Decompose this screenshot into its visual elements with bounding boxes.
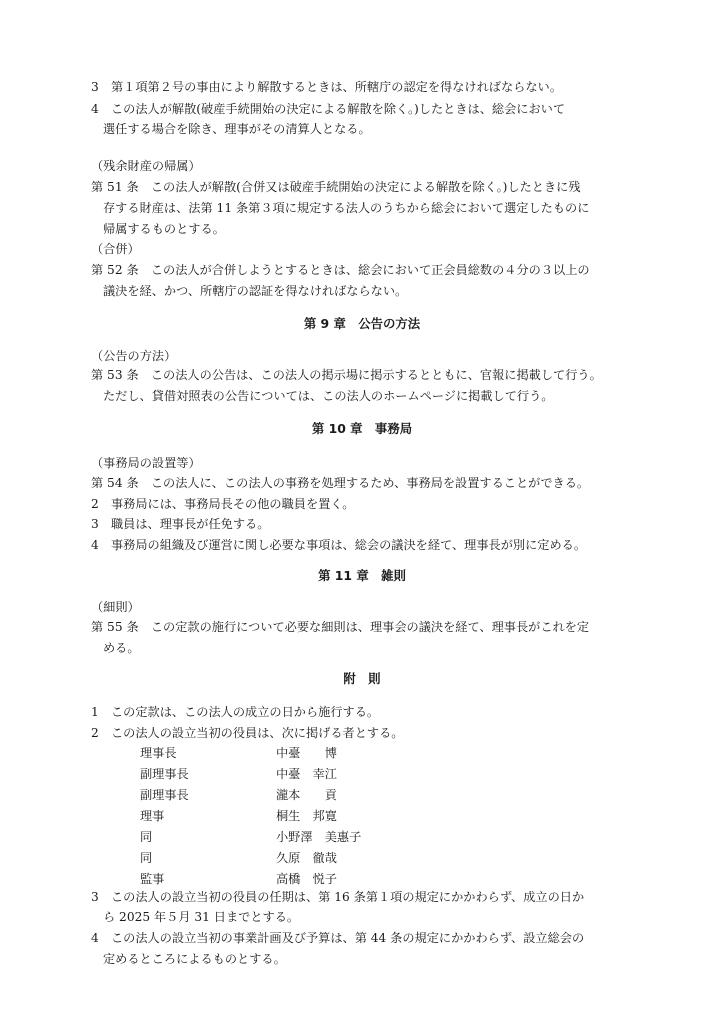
supplementary-line: ら 2025 年５月 31 日までとする。 [103,910,300,924]
supplementary-line: 3 この法人の設立当初の役員の任期は、第 16 条第１項の規定にかかわらず、成立の日か [91,890,585,904]
paragraph-line: 4 この法人が解散(破産手続開始の決定による解散を除く。)したときは、総会において [91,102,566,116]
article-line: 2 事務局には、事務局長その他の職員を置く。 [91,497,355,511]
officer-name: 小野澤 美惠子 [276,830,362,844]
officer-name: 高橋 悦子 [276,872,337,886]
article-caption: （合併） [91,242,140,256]
article-line: 存する財産は、法第 11 条第３項に規定する法人のうちから総会において選定したものに [103,201,590,215]
article-line: 議決を経、かつ、所轄庁の認証を得なければならない。 [103,284,408,298]
officer-name: 久原 徹哉 [276,851,337,865]
supplementary-line: 1 この定款は、この法人の成立の日から施行する。 [91,705,380,719]
article-line: 第 55 条 この定款の施行について必要な細則は、理事会の議決を経て、理事長がこれを定 [91,620,590,634]
article-line: 第 51 条 この法人が解散(合併又は破産手続開始の決定による解散を除く。)したときに残 [91,180,581,194]
article-caption: （残余財産の帰属） [91,159,201,173]
officer-name: 中臺 幸江 [276,767,337,781]
article-line: 帰属するものとする。 [103,222,225,236]
chapter-heading: 第 9 章 公告の方法 [303,316,421,331]
supplementary-heading: 附 則 [343,671,381,686]
chapter-heading: 第 11 章 雑則 [318,568,406,583]
officer-name: 瀧本 貢 [276,788,337,802]
article-line: 3 職員は、理事長が任免する。 [91,517,270,531]
officer-name: 桐生 邦寛 [276,809,337,823]
officer-name: 中臺 博 [276,746,337,760]
officer-role: 同 [140,830,153,844]
officer-role: 副理事長 [140,767,189,781]
article-line: ただし、貸借対照表の公告については、この法人のホームページに掲載して行う。 [103,389,554,403]
paragraph-line: 選任する場合を除き、理事がその清算人となる。 [103,122,371,136]
supplementary-line: 2 この法人の設立当初の役員は、次に掲げる者とする。 [91,726,404,740]
officer-role: 副理事長 [140,788,189,802]
article-line: 第 53 条 この法人の公告は、この法人の掲示場に掲示するとともに、官報に掲載して行う。 [91,368,602,382]
article-line: 第 54 条 この法人に、この法人の事務を処理するため、事務局を設置することができる。 [91,476,590,490]
article-caption: （公告の方法） [91,349,177,363]
article-line: 第 52 条 この法人が合併しようとするときは、総会において正会員総数の４分の３以上の [91,263,590,277]
officer-role: 理事 [140,809,165,823]
officer-role: 同 [140,851,153,865]
officer-role: 監事 [140,872,165,886]
article-line: める。 [103,641,140,655]
paragraph-line: 3 第１項第２号の事由により解散するときは、所轄庁の認定を得なければならない。 [91,80,562,94]
supplementary-line: 4 この法人の設立当初の事業計画及び予算は、第 44 条の規定にかかわらず、設立総会の [91,931,585,945]
supplementary-line: 定めるところによるものとする。 [103,952,286,966]
officer-role: 理事長 [140,746,177,760]
chapter-heading: 第 10 章 事務局 [311,421,413,436]
article-caption: （事務局の設置等） [91,456,201,470]
article-line: 4 事務局の組織及び運営に関し必要な事項は、総会の議決を経て、理事長が別に定める。 [91,538,587,552]
article-caption: （細則） [91,600,140,614]
